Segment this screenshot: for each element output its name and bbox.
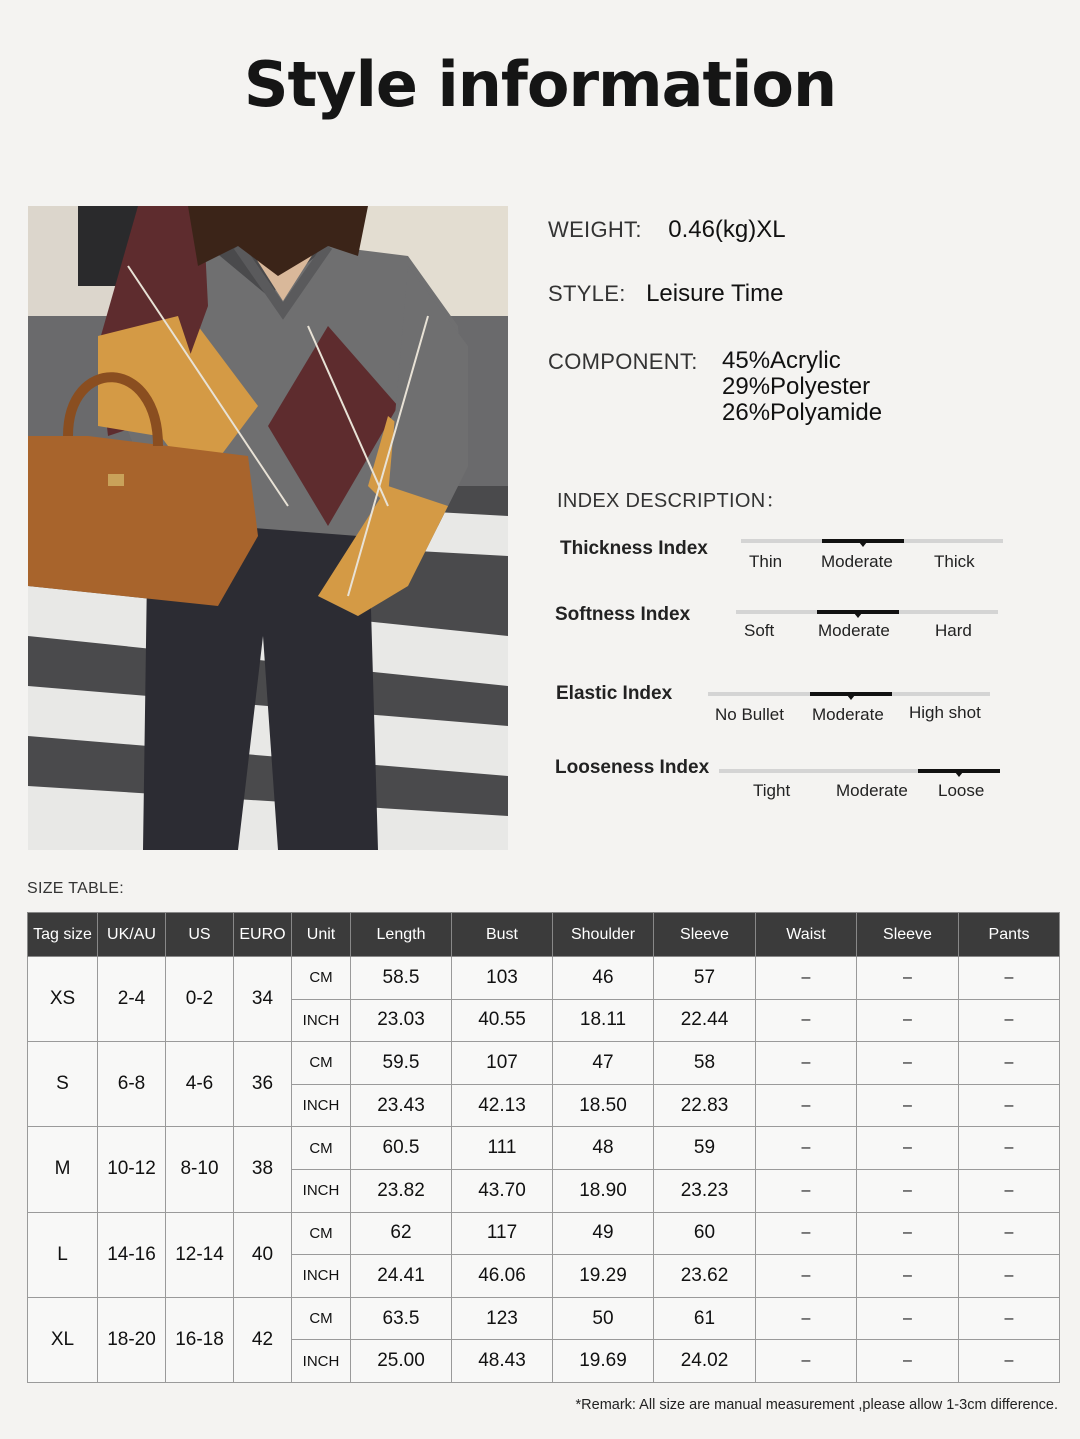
elastic-index-label: Elastic Index (556, 683, 673, 704)
measurement-cell: – (756, 1084, 857, 1127)
unit-cell: INCH (292, 1340, 351, 1383)
size-euro-cell: 40 (234, 1212, 292, 1297)
measurement-cell: – (756, 1340, 857, 1383)
unit-cell: INCH (292, 999, 351, 1042)
header-cell: UK/AU (98, 913, 166, 957)
measurement-cell: – (857, 1169, 959, 1212)
measurement-cell: 23.82 (351, 1169, 452, 1212)
size-tag-cell: M (28, 1127, 98, 1212)
measurement-cell: – (756, 1042, 857, 1085)
measurement-cell: – (857, 999, 959, 1042)
measurement-cell: – (959, 957, 1060, 1000)
measurement-cell: – (756, 957, 857, 1000)
size-us-cell: 8-10 (166, 1127, 234, 1212)
measurement-cell: 60 (654, 1212, 756, 1255)
measurement-cell: – (959, 1212, 1060, 1255)
component-item: 26%Polyamide (722, 399, 883, 426)
measurement-cell: 50 (553, 1297, 654, 1340)
unit-cell: INCH (292, 1169, 351, 1212)
unit-cell: CM (292, 1212, 351, 1255)
size-table (27, 912, 1060, 1383)
measurement-cell: 107 (452, 1042, 553, 1085)
measurement-cell: 49 (553, 1212, 654, 1255)
size-tag-cell: S (28, 1042, 98, 1127)
header-cell: Shoulder (553, 913, 654, 957)
index-description-title: INDEX DESCRIPTION： (557, 490, 786, 512)
measurement-cell: 18.11 (553, 999, 654, 1042)
measurement-cell: 46.06 (452, 1255, 553, 1298)
measurement-cell: – (959, 1255, 1060, 1298)
size-euro-cell: 36 (234, 1042, 292, 1127)
header-cell: Waist (756, 913, 857, 957)
size-euro-cell: 34 (234, 957, 292, 1042)
measurement-cell: 19.69 (553, 1340, 654, 1383)
looseness-index-label: Looseness Index (555, 757, 710, 778)
measurement-cell: – (857, 1042, 959, 1085)
measurement-cell: – (959, 999, 1060, 1042)
measurement-cell: 48 (553, 1127, 654, 1170)
measurement-cell: 23.62 (654, 1255, 756, 1298)
thickness-selected-marker (822, 539, 904, 543)
measurement-cell: – (857, 1297, 959, 1340)
measurement-cell: 25.00 (351, 1340, 452, 1383)
size-uk-cell: 18-20 (98, 1297, 166, 1382)
measurement-cell: 24.02 (654, 1340, 756, 1383)
table-row (28, 1297, 1060, 1340)
size-table-caption: SIZE TABLE: (27, 880, 124, 897)
looseness-selected-marker (918, 769, 1000, 773)
measurement-cell: – (857, 1255, 959, 1298)
table-row (28, 1127, 1060, 1170)
unit-cell: INCH (292, 1084, 351, 1127)
measurement-cell: 59 (654, 1127, 756, 1170)
measurement-cell: – (857, 1127, 959, 1170)
component-list (722, 348, 882, 426)
measurement-cell: – (959, 1297, 1060, 1340)
thickness-option-thin: Thin (749, 552, 783, 571)
measurement-cell: 58 (654, 1042, 756, 1085)
measurement-cell: 62 (351, 1212, 452, 1255)
measurement-cell: – (959, 1127, 1060, 1170)
measurement-cell: – (959, 1169, 1060, 1212)
measurement-cell: – (756, 1255, 857, 1298)
measurement-cell: – (857, 1212, 959, 1255)
header-cell: Bust (452, 913, 553, 957)
measurement-cell: 123 (452, 1297, 553, 1340)
measurement-cell: – (959, 1340, 1060, 1383)
measurement-cell: – (959, 1042, 1060, 1085)
size-tag-cell: XS (28, 957, 98, 1042)
looseness-option-moderate: Moderate (836, 781, 908, 800)
measurement-cell: 18.90 (553, 1169, 654, 1212)
component-item: 45%Acrylic (722, 347, 841, 374)
remark-note: *Remark: All size are manual measurement ,please allow 1-3cm difference. (575, 1397, 1058, 1413)
thickness-option-moderate: Moderate (821, 552, 893, 571)
size-uk-cell: 2-4 (98, 957, 166, 1042)
measurement-cell: 23.43 (351, 1084, 452, 1127)
unit-cell: CM (292, 1127, 351, 1170)
elastic-option-no-bullet: No Bullet (715, 705, 784, 724)
softness-selected-marker (817, 610, 899, 614)
style-value: Leisure Time (646, 280, 784, 307)
thickness-index-label: Thickness Index (560, 538, 708, 559)
measurement-cell: – (756, 1297, 857, 1340)
softness-index-label: Softness Index (555, 604, 691, 625)
header-cell: Pants (959, 913, 1060, 957)
measurement-cell: 103 (452, 957, 553, 1000)
measurement-cell: – (756, 1127, 857, 1170)
measurement-cell: 40.55 (452, 999, 553, 1042)
measurement-cell: 23.03 (351, 999, 452, 1042)
size-us-cell: 12-14 (166, 1212, 234, 1297)
measurement-cell: 117 (452, 1212, 553, 1255)
measurement-cell: – (857, 1340, 959, 1383)
size-table-header (28, 913, 1060, 957)
size-us-cell: 0-2 (166, 957, 234, 1042)
header-cell: EURO (234, 913, 292, 957)
measurement-cell: 46 (553, 957, 654, 1000)
unit-cell: CM (292, 1042, 351, 1085)
size-euro-cell: 42 (234, 1297, 292, 1382)
measurement-cell: 60.5 (351, 1127, 452, 1170)
header-cell: US (166, 913, 234, 957)
size-tag-cell: XL (28, 1297, 98, 1382)
measurement-cell: 43.70 (452, 1169, 553, 1212)
header-cell: Sleeve (654, 913, 756, 957)
measurement-cell: – (756, 1169, 857, 1212)
style-label: STYLE: (548, 281, 626, 306)
elastic-selected-marker (810, 692, 892, 696)
header-cell: Length (351, 913, 452, 957)
measurement-cell: 22.44 (654, 999, 756, 1042)
softness-option-soft: Soft (744, 621, 775, 640)
elastic-option-high-shot: High shot (909, 703, 981, 722)
measurement-cell: 22.83 (654, 1084, 756, 1127)
measurement-cell: – (756, 1212, 857, 1255)
size-uk-cell: 6-8 (98, 1042, 166, 1127)
header-cell: Sleeve (857, 913, 959, 957)
elastic-option-moderate: Moderate (812, 705, 884, 724)
looseness-option-loose: Loose (938, 781, 985, 800)
measurement-cell: – (756, 999, 857, 1042)
measurement-cell: 48.43 (452, 1340, 553, 1383)
component-item: 29%Polyester (722, 373, 871, 400)
thickness-option-thick: Thick (934, 552, 975, 571)
measurement-cell: – (857, 1084, 959, 1127)
measurement-cell: 58.5 (351, 957, 452, 1000)
measurement-cell: 59.5 (351, 1042, 452, 1085)
table-row (28, 957, 1060, 1000)
softness-option-hard: Hard (935, 621, 972, 640)
component-label: COMPONENT: (548, 349, 698, 374)
measurement-cell: 42.13 (452, 1084, 553, 1127)
size-uk-cell: 14-16 (98, 1212, 166, 1297)
measurement-cell: 18.50 (553, 1084, 654, 1127)
header-cell: Unit (292, 913, 351, 957)
weight-value: 0.46(kg)XL (668, 216, 786, 243)
size-uk-cell: 10-12 (98, 1127, 166, 1212)
looseness-option-tight: Tight (753, 781, 791, 800)
measurement-cell: 61 (654, 1297, 756, 1340)
unit-cell: CM (292, 1297, 351, 1340)
product-photo (28, 206, 508, 850)
measurement-cell: 57 (654, 957, 756, 1000)
page-title: Style information (243, 48, 837, 121)
weight-label: WEIGHT: (548, 217, 642, 242)
unit-cell: INCH (292, 1255, 351, 1298)
measurement-cell: 47 (553, 1042, 654, 1085)
header-cell: Tag size (28, 913, 98, 957)
unit-cell: CM (292, 957, 351, 1000)
table-row (28, 1212, 1060, 1255)
size-euro-cell: 38 (234, 1127, 292, 1212)
measurement-cell: 111 (452, 1127, 553, 1170)
softness-option-moderate: Moderate (818, 621, 890, 640)
size-us-cell: 4-6 (166, 1042, 234, 1127)
measurement-cell: 63.5 (351, 1297, 452, 1340)
table-row (28, 1042, 1060, 1085)
size-us-cell: 16-18 (166, 1297, 234, 1382)
measurement-cell: 24.41 (351, 1255, 452, 1298)
measurement-cell: 23.23 (654, 1169, 756, 1212)
measurement-cell: 19.29 (553, 1255, 654, 1298)
measurement-cell: – (857, 957, 959, 1000)
size-tag-cell: L (28, 1212, 98, 1297)
measurement-cell: – (959, 1084, 1060, 1127)
